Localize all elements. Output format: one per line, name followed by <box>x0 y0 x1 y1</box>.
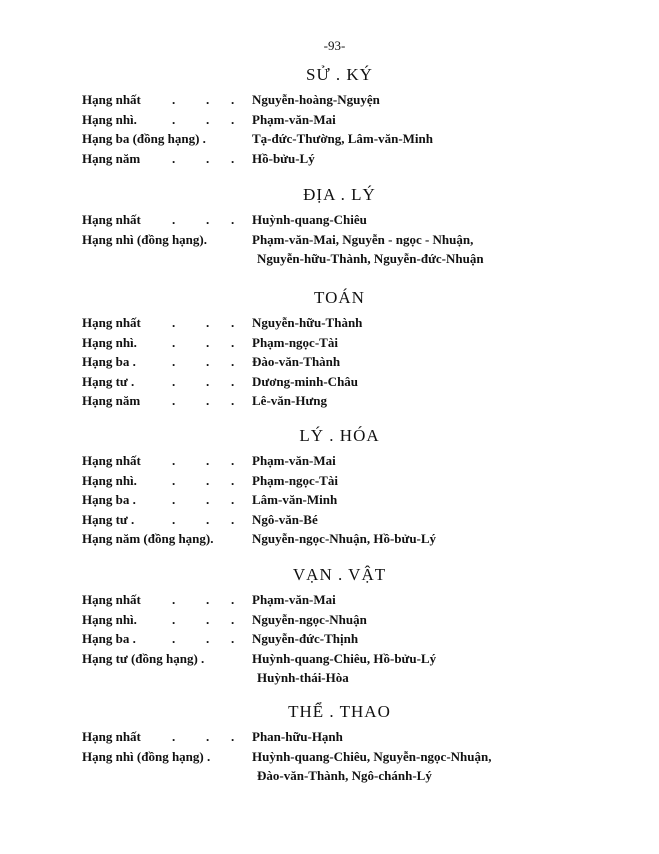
ranking-row: Hạng nhất . . . Nguyễn-hoàng-Nguyện <box>0 90 659 110</box>
ranking-row: Hạng tư . . . . Ngô-văn-Bé <box>0 510 659 530</box>
rank-label: Hạng nhất <box>82 592 141 607</box>
ranking-row: Hạng nhất . . . Huỳnh-quang-Chiêu <box>0 210 659 230</box>
section <box>0 560 659 688</box>
section-title: SỬ . KÝ <box>306 65 373 84</box>
page-number: -93- <box>323 38 346 53</box>
ranking-row: Hạng nhì. . . . Phạm-ngọc-Tài <box>0 333 659 353</box>
ranking-row: Hạng nhất . . . Phạm-văn-Mai <box>0 590 659 610</box>
ranking-row: Hạng năm . . . Hồ-bửu-Lý <box>0 149 659 169</box>
winner-names: Đào-văn-Thành, Ngô-chánh-Lý <box>257 768 432 783</box>
winner-names: Phạm-ngọc-Tài <box>252 334 338 350</box>
winner-names: Nguyễn-ngọc-Nhuận, Hồ-bửu-Lý <box>252 531 437 546</box>
winner-names: Hồ-bửu-Lý <box>252 150 315 166</box>
rank-label: Hạng tư . <box>82 373 135 389</box>
ranking-row <box>0 249 659 269</box>
ranking-row <box>0 668 659 688</box>
winner-names: Tạ-đức-Thường, Lâm-văn-Minh <box>252 131 433 146</box>
winner-names: Nguyễn-hữu-Thành, Nguyễn-đức-Nhuận <box>257 251 484 266</box>
rank-label: Hạng nhì. <box>82 611 137 627</box>
ranking-row <box>0 649 659 669</box>
section-title: THỂ . THAO <box>288 702 391 721</box>
rank-label: Hạng nhất <box>82 729 141 744</box>
rank-label: Hạng ba . <box>82 492 136 507</box>
winner-names: Phạm-ngọc-Tài <box>252 472 338 488</box>
ranking-row: Hạng ba . . . . Nguyễn-đức-Thịnh <box>0 629 659 649</box>
ranking-row: Hạng năm . . . Lê-văn-Hưng <box>0 391 659 411</box>
rank-label: Hạng nhì. <box>82 472 137 488</box>
section <box>0 697 659 786</box>
winner-names: Huỳnh-quang-Chiêu, Nguyễn-ngọc-Nhuận, <box>252 748 492 764</box>
ranking-row: Hạng nhì. . . . Phạm-ngọc-Tài <box>0 471 659 491</box>
winner-names: Phạm-văn-Mai <box>252 592 336 607</box>
rank-label: Hạng ba . <box>82 631 136 646</box>
winner-names: Dương-minh-Châu <box>252 373 359 389</box>
rank-label: Hạng nhì (đồng hạng). <box>82 231 207 247</box>
winner-names: Nguyễn-ngọc-Nhuận <box>252 611 367 627</box>
rank-label: Hạng tư . <box>82 511 135 527</box>
ranking-row: Hạng nhất . . . Nguyễn-hữu-Thành <box>0 313 659 333</box>
rank-label: Hạng nhất <box>82 315 141 330</box>
ranking-row <box>0 766 659 786</box>
rank-label: Hạng năm (đồng hạng). <box>82 531 214 546</box>
rank-label: Hạng nhất <box>82 212 141 227</box>
rank-label: Hạng nhì (đồng hạng) . <box>82 748 211 764</box>
winner-names: Phan-hữu-Hạnh <box>252 729 343 744</box>
winner-names: Nguyễn-hữu-Thành <box>252 315 363 330</box>
section <box>0 283 659 411</box>
rank-label: Hạng ba (đồng hạng) . <box>82 131 206 146</box>
winner-names: Huỳnh-quang-Chiêu <box>252 212 367 227</box>
winner-names: Nguyễn-đức-Thịnh <box>252 631 359 646</box>
winner-names: Phạm-văn-Mai <box>252 111 336 127</box>
ranking-row: Hạng ba . . . . Đào-văn-Thành <box>0 352 659 372</box>
rank-label: Hạng năm <box>82 150 141 166</box>
rank-label: Hạng nhất <box>82 453 141 468</box>
ranking-row: Hạng ba . . . . Lâm-văn-Minh <box>0 490 659 510</box>
rank-label: Hạng nhì. <box>82 334 137 350</box>
winner-names: Nguyễn-hoàng-Nguyện <box>252 92 380 107</box>
section-title: LÝ . HÓA <box>299 426 380 445</box>
winner-names: Phạm-văn-Mai <box>252 453 336 468</box>
winner-names: Huỳnh-thái-Hòa <box>257 670 349 685</box>
winner-names: Lê-văn-Hưng <box>252 393 327 408</box>
winner-names: Lâm-văn-Minh <box>252 492 338 507</box>
rank-label: Hạng ba . <box>82 354 136 369</box>
rank-label: Hạng tư (đồng hạng) . <box>82 650 205 666</box>
ranking-row <box>0 747 659 767</box>
section <box>0 60 659 168</box>
winner-names: Đào-văn-Thành <box>252 354 341 369</box>
section-title: ĐỊA . LÝ <box>303 185 376 204</box>
rank-label: Hạng năm <box>82 393 141 408</box>
ranking-row: Hạng nhất . . . Phạm-văn-Mai <box>0 451 659 471</box>
section-title: VẠN . VẬT <box>292 565 387 584</box>
winner-names: Phạm-văn-Mai, Nguyễn - ngọc - Nhuận, <box>252 231 474 247</box>
ranking-row: Hạng nhì. . . . Phạm-văn-Mai <box>0 110 659 130</box>
ranking-row: Hạng nhất . . . Phan-hữu-Hạnh <box>0 727 659 747</box>
winner-names: Huỳnh-quang-Chiêu, Hồ-bửu-Lý <box>252 650 437 666</box>
section <box>0 421 659 549</box>
rank-label: Hạng nhì. <box>82 111 137 127</box>
rank-label: Hạng nhất <box>82 92 141 107</box>
ranking-row <box>0 129 659 149</box>
section <box>0 180 659 269</box>
ranking-row: Hạng nhì. . . . Nguyễn-ngọc-Nhuận <box>0 610 659 630</box>
winner-names: Ngô-văn-Bé <box>252 511 318 527</box>
ranking-row <box>0 230 659 250</box>
section-title: TOÁN <box>314 288 365 307</box>
ranking-row <box>0 529 659 549</box>
ranking-row: Hạng tư . . . . Dương-minh-Châu <box>0 372 659 392</box>
